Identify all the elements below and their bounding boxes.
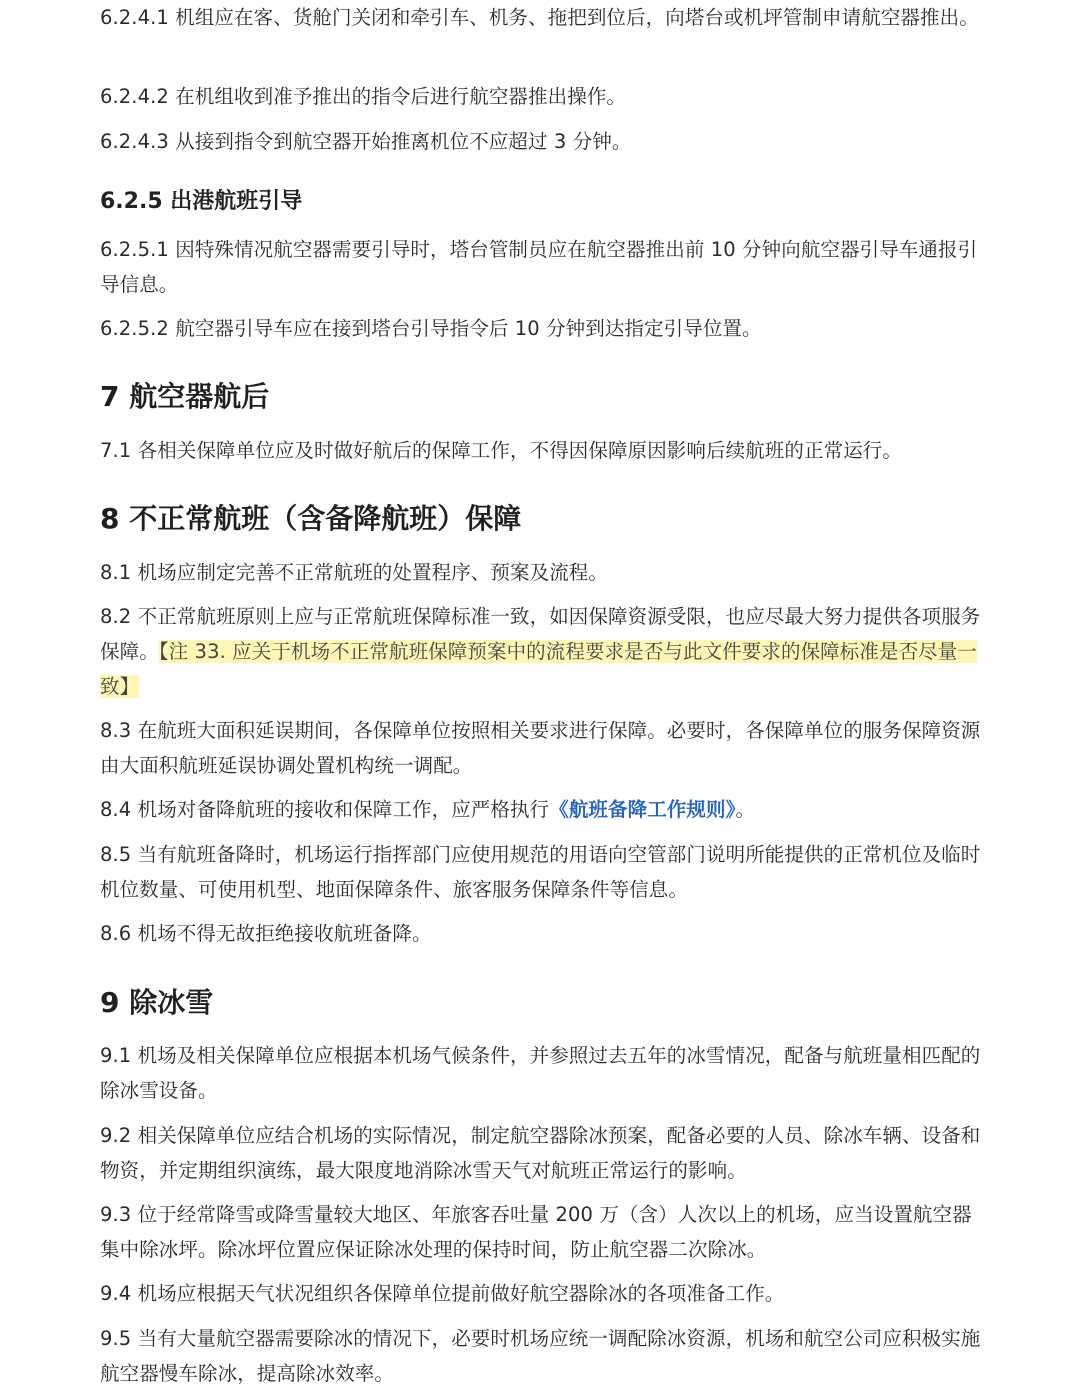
paragraph: 6.2.4.2 在机组收到准予推出的指令后进行航空器推出操作。 — [100, 85, 627, 108]
paragraph: 6.2.4.1 机组应在客、货舱门关闭和牵引车、机务、拖把到位后，向塔台或机坪管制申请航空器推出。 — [100, 6, 979, 29]
paragraph: 8.1 机场应制定完善不正常航班的处置程序、预案及流程。 — [100, 561, 609, 584]
paragraph — [100, 599, 990, 704]
paragraph — [100, 792, 990, 827]
clause-8-6 — [100, 916, 990, 951]
clause-6-2-4-1 — [100, 0, 990, 35]
paragraph: 6.2.5.2 航空器引导车应在接到塔台引导指令后 10 分钟到达指定引导位置。 — [100, 317, 762, 340]
heading-section-7 — [100, 377, 990, 417]
clause-8-5 — [100, 837, 990, 907]
paragraph-text: 8.4 机场对备降航班的接收和保障工作，应严格执行 — [100, 798, 550, 821]
paragraph: 9.3 位于经常降雪或降雪量较大地区、年旅客吞吐量 200 万（含）人次以上的机场，应当设置航空器集中除冰坪。除冰坪位置应保证除冰处理的保持时间，防止航空器二次除冰。 — [100, 1203, 972, 1261]
clause-9-1 — [100, 1038, 990, 1108]
subsection-heading: 6.2.5 出港航班引导 — [100, 189, 303, 214]
paragraph-end: 。 — [735, 798, 756, 821]
clause-7-1 — [100, 433, 990, 468]
paragraph: 6.2.5.1 因特殊情况航空器需要引导时，塔台管制员应在航空器推出前 10 分钟向航空器引导车通报引导信息。 — [100, 238, 978, 296]
clause-8-1 — [100, 555, 990, 590]
paragraph: 6.2.4.3 从接到指令到航空器开始推离机位不应超过 3 分钟。 — [100, 130, 632, 153]
heading-6-2-5 — [100, 186, 990, 218]
paragraph: 9.1 机场及相关保障单位应根据本机场气候条件，并参照过去五年的冰雪情况，配备与航班量相匹配的除冰雪设备。 — [100, 1044, 981, 1102]
paragraph: 8.5 当有航班备降时，机场运行指挥部门应使用规范的用语向空管部门说明所能提供的正常机位及临时机位数量、可使用机型、地面保障条件、旅客服务保障条件等信息。 — [100, 843, 981, 901]
paragraph: 9.5 当有大量航空器需要除冰的情况下，必要时机场应统一调配除冰资源，机场和航空公司应积极实施航空器慢车除冰，提高除冰效率。 — [100, 1327, 981, 1385]
clause-9-2 — [100, 1118, 990, 1188]
clause-6-2-4-3 — [100, 124, 990, 159]
section-heading: 7 航空器航后 — [100, 380, 270, 413]
paragraph: 7.1 各相关保障单位应及时做好航后的保障工作，不得因保障原因影响后续航班的正常运行。 — [100, 439, 903, 462]
section-heading: 8 不正常航班（含备降航班）保障 — [100, 502, 522, 535]
clause-8-2 — [100, 599, 990, 704]
clause-8-3 — [100, 713, 990, 783]
clause-6-2-5-1 — [100, 232, 990, 302]
paragraph: 9.2 相关保障单位应结合机场的实际情况，制定航空器除冰预案，配备必要的人员、除冰车辆、设备和物资，并定期组织演练，最大限度地消除冰雪天气对航班正常运行的影响。 — [100, 1124, 981, 1182]
regulation-link[interactable]: 《航班备降工作规则》 — [549, 798, 736, 821]
clause-6-2-5-2 — [100, 311, 990, 346]
clause-9-4 — [100, 1276, 990, 1311]
heading-section-9 — [100, 983, 990, 1023]
heading-section-8 — [100, 499, 990, 539]
highlighted-annotation: 【注 33. 应关于机场不正常航班保障预案中的流程要求是否与此文件要求的保障标准是否尽量一致】 — [100, 640, 977, 698]
section-heading: 9 除冰雪 — [100, 986, 214, 1019]
paragraph: 8.3 在航班大面积延误期间，各保障单位按照相关要求进行保障。必要时，各保障单位的服务保障资源由大面积航班延误协调处置机构统一调配。 — [100, 719, 981, 777]
paragraph-text: 8.2 不正常航班原则上应与正常航班保障标准一致，如因保障资源受限，也应尽最大努力提供各项服务保障。 — [100, 605, 981, 663]
clause-9-5 — [100, 1321, 990, 1391]
clause-6-2-4-2 — [100, 79, 990, 114]
paragraph: 9.4 机场应根据天气状况组织各保障单位提前做好航空器除冰的各项准备工作。 — [100, 1282, 785, 1305]
paragraph: 8.6 机场不得无故拒绝接收航班备降。 — [100, 922, 432, 945]
clause-9-3 — [100, 1197, 990, 1267]
clause-8-4 — [100, 792, 990, 827]
